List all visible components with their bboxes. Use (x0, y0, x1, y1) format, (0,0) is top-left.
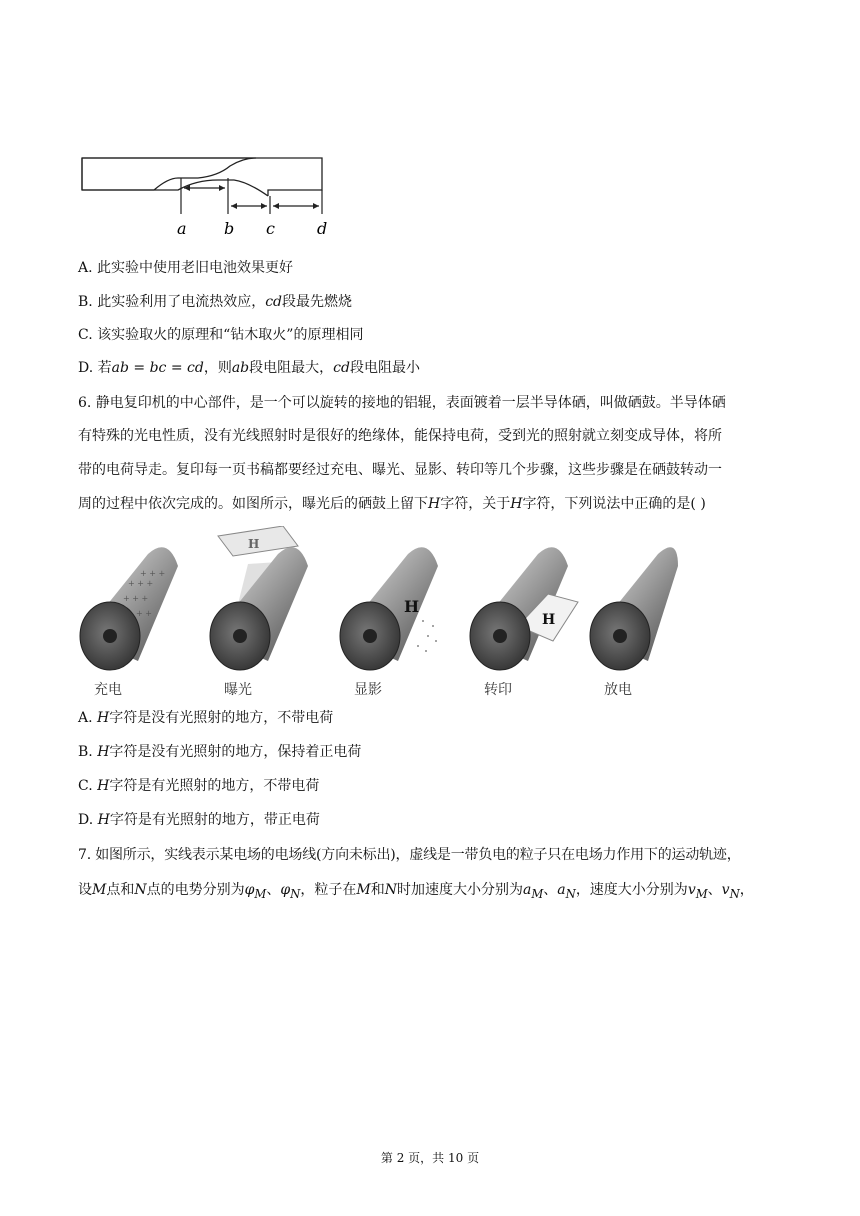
drum-charge (80, 547, 178, 670)
drum-discharge (590, 547, 678, 670)
label-develop: 显影 (354, 682, 382, 698)
label-d: d (317, 219, 328, 238)
q5-option-a: A. 此实验中使用老旧电池效果更好 (78, 260, 294, 276)
svg-text:+ + +: + + + (140, 569, 166, 578)
q6-option-c: C. H字符是有光照射的地方，不带电荷 (78, 778, 320, 794)
q6-line-4: 周的过程中依次完成的。如图所示，曝光后的硒鼓上留下H字符，关于H字符，下列说法中正确的是( ) (78, 496, 706, 512)
label-exposure: 曝光 (224, 682, 252, 698)
drum-exposure (210, 526, 308, 670)
svg-text:+ +: + + (136, 609, 152, 618)
label-b: b (224, 219, 235, 238)
svg-text:H: H (248, 537, 260, 551)
wire-diagram (78, 150, 338, 245)
svg-text:H: H (404, 597, 420, 616)
q6-line-2: 有特殊的光电性质，没有光线照射时是很好的绝缘体，能保持电荷，受到光的照射就立刻变成导体，将所 (78, 428, 722, 444)
q7-line-2: 设M点和N点的电势分别为$\varphi_M$、$\varphi_N$，粒子在M和N时加速度大小分别为$a_M$、$a_N$，速度大小分别为$v_M$、$v_N$， (78, 882, 754, 901)
q6-line-1: 6. 静电复印机的中心部件，是一个可以旋转的接地的铝辊，表面镀着一层半导体硒，叫做硒鼓。半导体硒 (78, 395, 726, 411)
svg-text:+ + +: + + + (128, 579, 154, 588)
q5-option-b: B. 此实验利用了电流热效应，cd段最先燃烧 (78, 294, 353, 310)
label-discharge: 放电 (604, 682, 632, 698)
q7-line-1: 7. 如图所示，实线表示某电场的电场线(方向未标出)，虚线是一带负电的粒子只在电场力作用下的运动轨迹， (78, 847, 741, 863)
q6-option-a: A. H字符是没有光照射的地方，不带电荷 (78, 710, 334, 726)
q6-option-b: B. H字符是没有光照射的地方，保持着正电荷 (78, 744, 362, 760)
drum-develop (340, 547, 438, 670)
svg-text:H: H (542, 612, 556, 628)
drum-transfer (470, 547, 578, 670)
q6-line-3: 带的电荷导走。复印每一页书稿都要经过充电、曝光、显影、转印等几个步骤，这些步骤是在硒鼓转动一 (78, 462, 722, 478)
q6-option-d: D. H字符是有光照射的地方，带正电荷 (78, 812, 320, 828)
q5-option-d: D. 若ab = bc = cd，则ab段电阻最大，cd段电阻最小 (78, 360, 420, 376)
page-footer: 第 2 页，共 10 页 (380, 1151, 480, 1165)
drum-steps-figure (78, 526, 678, 701)
label-c: c (266, 219, 275, 238)
q5-option-c: C. 该实验取火的原理和“钻木取火”的原理相同 (78, 327, 364, 343)
label-a: a (177, 219, 187, 238)
label-charge: 充电 (94, 682, 122, 698)
label-transfer: 转印 (484, 682, 512, 698)
svg-text:+ + +: + + + (123, 594, 149, 603)
